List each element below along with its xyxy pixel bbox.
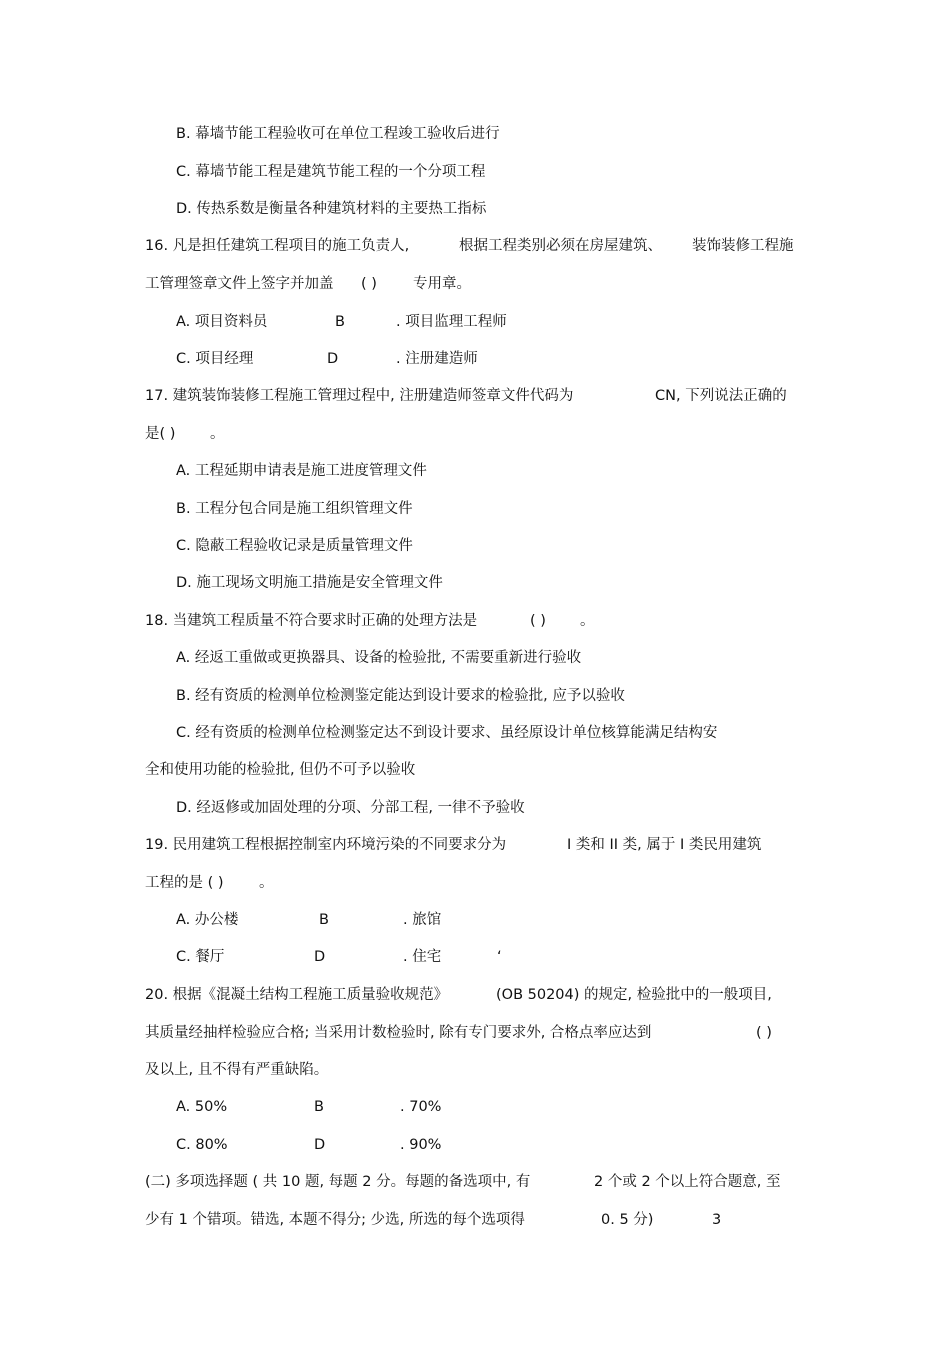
- q18-option-b: B. 经有资质的检测单位检测鉴定能达到设计要求的检验批, 应予以验收: [176, 688, 625, 704]
- section2-intro-line2: 少有 1 个错项。错选, 本题不得分; 少选, 所选的每个选项得 0. 5 分) 3: [0, 1208, 950, 1232]
- q17-stem-line1: 17. 建筑装饰装修工程施工管理过程中, 注册建造师签章文件代码为 CN, 下列说法正确的: [145, 388, 787, 404]
- q20-stem-line1: 20. 根据《混凝土结构工程施工质量验收规范》 (OB 50204) 的规定, 检验批中的一般项目,: [145, 987, 772, 1003]
- q16-options-cd: C. 项目经理 D . 注册建造师: [176, 351, 478, 367]
- q19-stem-line1: 19. 民用建筑工程根据控制室内环境污染的不同要求分为 I 类和 II 类, 属于 I 类民用建筑: [145, 837, 762, 853]
- q17-option-d: D. 施工现场文明施工措施是安全管理文件: [176, 575, 443, 591]
- stray-mark: ‘: [497, 949, 502, 965]
- q15-option-c: C. 幕墙节能工程是建筑节能工程的一个分项工程: [176, 164, 486, 180]
- q19-options-cd: C. 餐厅 D . 住宅 ‘: [0, 945, 950, 969]
- q17-option-b: B. 工程分包合同是施工组织管理文件: [176, 501, 413, 517]
- q17-option-a: A. 工程延期申请表是施工进度管理文件: [176, 463, 427, 479]
- q20-stem-line2: 其质量经抽样检验应合格; 当采用计数检验时, 除有专门要求外, 合格点率应达到 ( ): [145, 1025, 772, 1041]
- q18-option-c-line1: C. 经有资质的检测单位检测鉴定达不到设计要求、虽经原设计单位核算能满足结构安: [176, 725, 718, 741]
- q20-stem-line3: 及以上, 且不得有严重缺陷。: [145, 1062, 329, 1078]
- q19-options-ab: A. 办公楼 B . 旅馆: [176, 912, 442, 928]
- q20-options-cd: C. 80% D . 90%: [176, 1137, 442, 1153]
- q18-stem: 18. 当建筑工程质量不符合要求时正确的处理方法是 ( ) 。: [145, 613, 595, 629]
- q19-stem-line2: 工程的是 ( ) 。: [145, 875, 274, 891]
- q16-stem-line1: 16. 凡是担任建筑工程项目的施工负责人, 根据工程类别必须在房屋建筑、 装饰装修工程施: [145, 238, 794, 254]
- q16-options-ab: A. 项目资料员 B . 项目监理工程师: [176, 314, 507, 330]
- q15-option-b: B. 幕墙节能工程验收可在单位工程竣工验收后进行: [176, 126, 500, 142]
- q15-option-d: D. 传热系数是衡量各种建筑材料的主要热工指标: [176, 201, 487, 217]
- q20-options-ab: A. 50% B . 70%: [176, 1099, 442, 1115]
- q16-stem-line2: 工管理签章文件上签字并加盖 ( ) 专用章。: [145, 276, 471, 292]
- q18-option-a: A. 经返工重做或更换器具、设备的检验批, 不需要重新进行验收: [176, 650, 582, 666]
- q18-option-d: D. 经返修或加固处理的分项、分部工程, 一律不予验收: [176, 800, 525, 816]
- section2-intro-line1: (二) 多项选择题 ( 共 10 题, 每题 2 分。每题的备选项中, 有 2 个或 2 个以上符合题意, 至: [145, 1174, 781, 1190]
- q17-stem-line2: 是( ) 。: [145, 426, 225, 442]
- page-number: 3: [712, 1212, 722, 1228]
- q18-option-c-line2: 全和使用功能的检验批, 但仍不可予以验收: [145, 762, 416, 778]
- q17-option-c: C. 隐蔽工程验收记录是质量管理文件: [176, 538, 413, 554]
